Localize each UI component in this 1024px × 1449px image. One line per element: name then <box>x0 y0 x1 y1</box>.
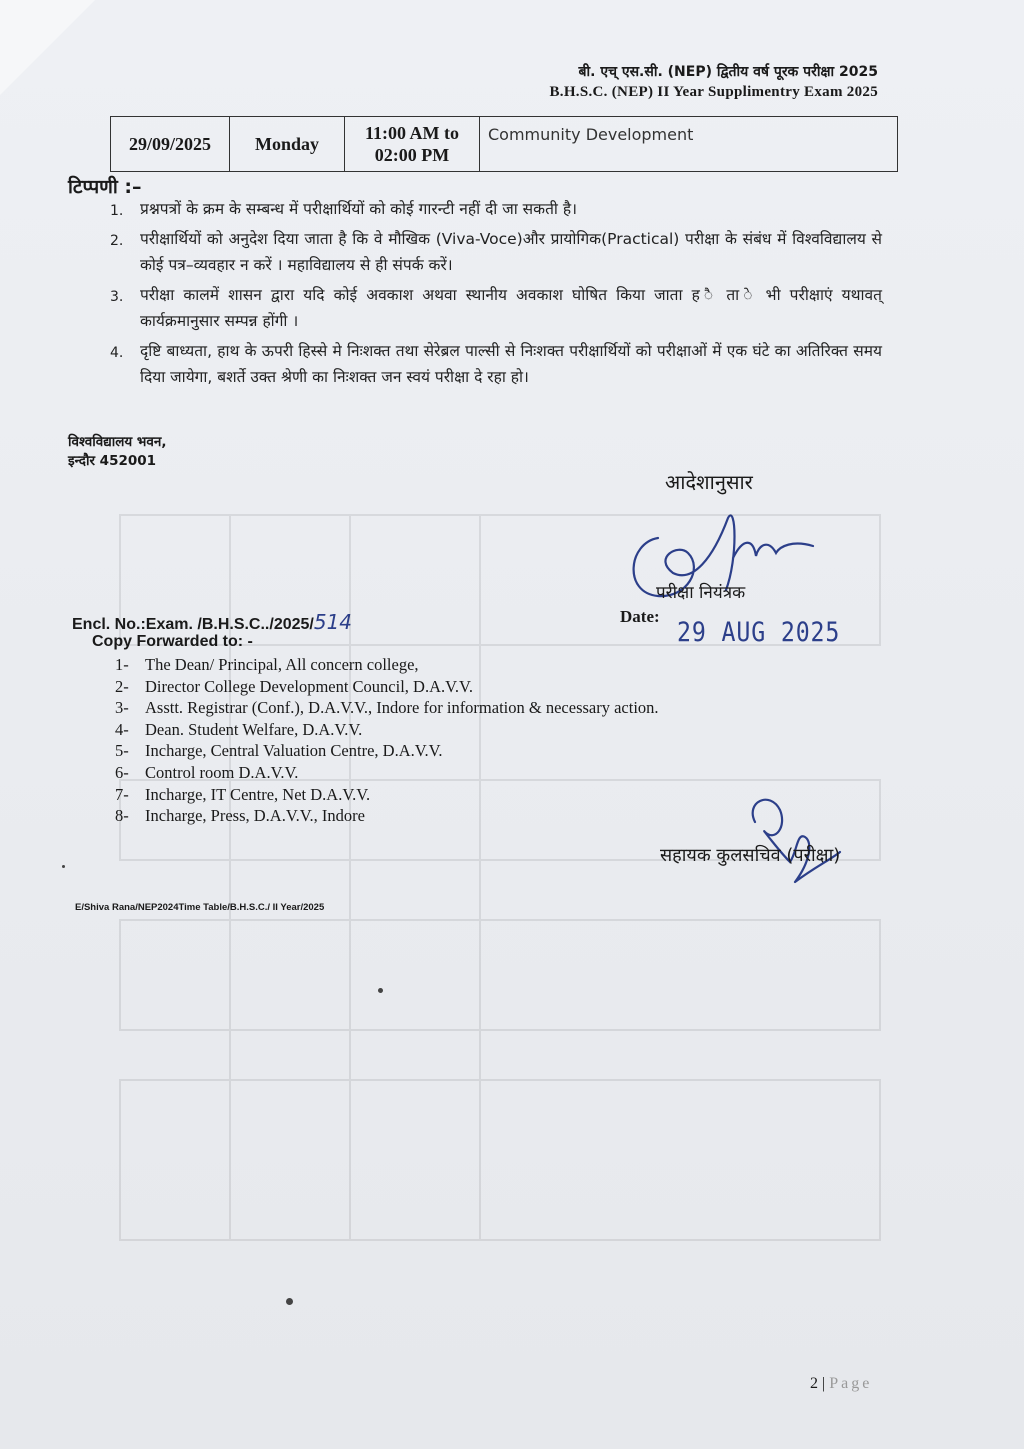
recipient-number: 6- <box>115 762 129 782</box>
recipient-number: 5- <box>115 741 129 761</box>
ink-speck <box>62 865 65 868</box>
ink-speck <box>378 988 383 993</box>
exam-date-cell: 29/09/2025 <box>111 117 230 172</box>
file-path: E/Shiva Rana/NEP2024Time Table/B.H.S.C./ II Year/2025 <box>75 902 325 913</box>
note-text: परीक्षार्थियों को अनुदेश दिया जाता है कि वे मौखिक (Viva-Voce)और प्रायोगिक(Practical) परीक्षा के संबंध में विश्वविद्यालय से कोई पत्र–व्यवहार न करें । महाविद्यालय से ही संपर्क करें। <box>140 230 882 274</box>
recipient-number: 4- <box>115 719 129 739</box>
page-number-value: 2 <box>810 1375 818 1392</box>
recipient-number: 3- <box>115 698 129 718</box>
enclosure-label: Encl. No.:Exam. /B.H.S.C../2025/ <box>72 616 314 633</box>
note-number: 2. <box>110 233 124 249</box>
controller-designation: परीक्षा नियंत्रक <box>656 583 746 603</box>
note-number: 1. <box>110 203 124 219</box>
page-number-separator: | <box>818 1375 830 1392</box>
recipient-text: Incharge, Press, D.A.V.V., Indore <box>145 806 365 826</box>
notes-heading: टिप्पणी :– <box>68 176 142 198</box>
university-address <box>68 433 167 471</box>
copy-forwarded-heading: Copy Forwarded to: - <box>92 633 253 650</box>
exam-time-start: 11:00 AM to <box>365 123 459 143</box>
address-line-1: विश्वविद्यालय भवन, <box>68 434 167 450</box>
exam-subject-cell: Community Development <box>480 117 898 172</box>
bleed-through-texture <box>110 480 890 1350</box>
recipient-number: 2- <box>115 676 129 696</box>
document-header <box>549 62 878 102</box>
recipient-text: Control room D.A.V.V. <box>145 762 299 782</box>
list-item <box>110 282 882 334</box>
recipient-text: The Dean/ Principal, All concern college, <box>145 655 419 674</box>
list-item <box>110 338 882 390</box>
recipient-text: Incharge, IT Centre, Net D.A.V.V. <box>145 784 371 804</box>
recipient-text: Director College Development Council, D.A.V.V. <box>145 676 473 696</box>
recipient-number: 8- <box>115 806 129 826</box>
recipient-text: Dean. Student Welfare, D.A.V.V. <box>145 719 363 739</box>
page-corner-fold <box>0 0 95 95</box>
exam-day-cell: Monday <box>230 117 345 172</box>
note-text: प्रश्नपत्रों के क्रम के सम्बन्ध में परीक्षार्थियों को कोई गारन्टी नहीं दी जा सकती है। <box>140 200 577 218</box>
header-title-english: B.H.S.C. (NEP) II Year Supplimentry Exam 2025 <box>549 84 878 100</box>
page-number-word: Page <box>829 1375 873 1392</box>
date-stamp: 29 AUG 2025 <box>677 617 841 648</box>
by-order-text: आदेशानुसार <box>665 470 753 494</box>
date-label: Date: <box>620 607 660 626</box>
note-text: दृष्टि बाध्यता, हाथ के ऊपरी हिस्से मे निःशक्त तथा सेरेब्रल पाल्सी से निःशक्त परीक्षार्थियों को परीक्षाओं में एक घंटे का अतिरिक्त समय दिया जायेगा, बशर्ते उक्त श्रेणी का निःशक्त जन स्वयं परीक्षा दे रहा हो। <box>140 342 882 386</box>
note-number: 3. <box>110 289 124 305</box>
assistant-registrar-designation: सहायक कुलसचिव (परीक्षा) <box>660 845 841 866</box>
recipient-number: 7- <box>115 784 129 804</box>
recipient-number: 1- <box>115 655 129 674</box>
ink-speck <box>286 1298 293 1305</box>
address-line-2: इन्दौर 452001 <box>68 453 157 469</box>
list-item <box>110 196 882 222</box>
exam-schedule-table <box>110 116 898 172</box>
page-number <box>810 1375 872 1393</box>
exam-time-cell <box>345 117 480 172</box>
header-title-hindi: बी. एच् एस.सी. (NEP) द्वितीय वर्ष पूरक परीक्षा 2025 <box>578 64 878 80</box>
table-row <box>111 117 898 172</box>
notes-list <box>110 196 882 394</box>
recipient-text: Asstt. Registrar (Conf.), D.A.V.V., Indore for information & necessary action. <box>145 698 659 718</box>
enclosure-handwritten-number: 514 <box>313 610 353 634</box>
exam-time-end: 02:00 PM <box>374 145 450 165</box>
note-text: परीक्षा कालमें शासन द्वारा यदि कोई अवकाश अथवा स्थानीय अवकाश घोषित किया जाता ह ै ता े भी परीक्षाएं यथावत् कार्यक्रमानुसार सम्पन्न होंगी । <box>140 286 882 330</box>
list-item <box>110 226 882 278</box>
recipient-text: Incharge, Central Valuation Centre, D.A.V.V. <box>145 741 443 761</box>
note-number: 4. <box>110 345 124 361</box>
